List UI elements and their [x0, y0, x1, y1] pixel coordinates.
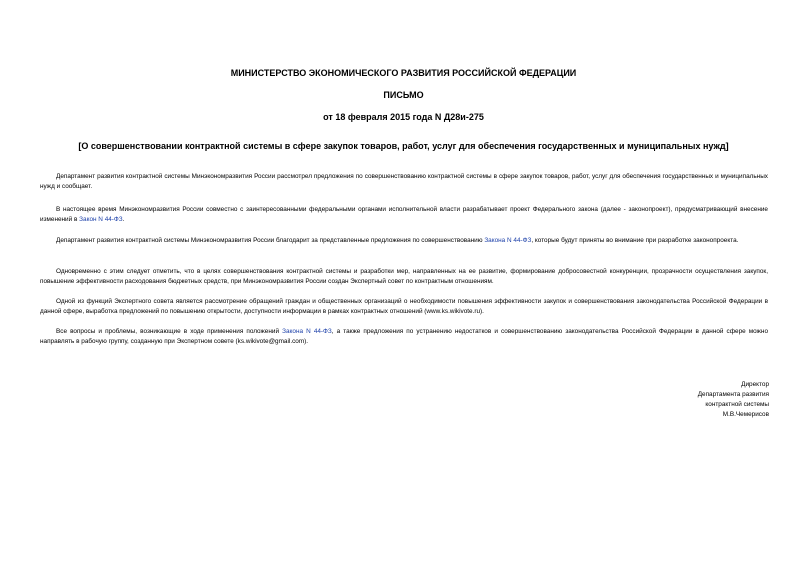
signature-department: Департамента развития	[697, 391, 769, 398]
paragraph-5-text: Одной из функций Экспертного совета является рассмотрение обращений граждан и общественных организаций о необходимости повышения эффективности закупок и совершенствования законодательства Российской Федерации в данной сфере, выработка предложений по повышению открытости, доступности информации в рамках контрактных отношений (www.ks.wikivote.ru).	[40, 298, 768, 315]
paragraph-4-text: Одновременно с этим следует отметить, что в целях совершенствования контрактной системы и разработки мер, направленных на ее развитие, формирование добросовестной конкуренции, прозрачности осуществления закупок, повышение эффективности расходования бюджетных средств, при Минэкономразвития России создан Экспертный совет по контрактным отношениям.	[40, 268, 768, 285]
paragraph-2-text-after: .	[122, 216, 125, 223]
document-date-number: от 18 февраля 2015 года N Д28и-275	[323, 112, 484, 122]
signature-block	[569, 380, 769, 420]
signature-position: Директор	[741, 381, 769, 388]
paragraph-1	[40, 172, 768, 192]
paragraph-6-text-before: Все вопросы и проблемы, возникающие в ходе применения положений	[56, 328, 283, 335]
document-subject: [О совершенствовании контрактной системы в сфере закупок товаров, работ, услуг для обеспечения государственных и муниципальных нужд]	[78, 141, 729, 151]
signature-department-cont: контрактной системы	[705, 401, 769, 408]
signature-name: М.В.Чемерисов	[722, 411, 769, 418]
paragraph-2-text-before: В настоящее время Минэкономразвития России совместно с заинтересованными федеральными органами исполнительной власти разрабатывает проект Федерального закона (далее - законопроект), предусматривающий внесение изменений в	[40, 206, 768, 223]
ministry-title: МИНИСТЕРСТВО ЭКОНОМИЧЕСКОГО РАЗВИТИЯ РОССИЙСКОЙ ФЕДЕРАЦИИ	[230, 68, 577, 78]
paragraph-3	[40, 236, 768, 246]
law-44fz-link[interactable]: Закона N 44-ФЗ	[282, 328, 332, 335]
paragraph-1-text: Департамент развития контрактной системы Минэкономразвития России рассмотрел предложения по совершенствованию контрактной системы в сфере закупок товаров, работ, услуг для обеспечения государственных и муниципальных нужд и сообщает.	[40, 173, 768, 190]
paragraph-6-text-after: , а также предложения по устранению недостатков и совершенствованию законодательства Российской Федерации в данной сфере можно направлять в рабочую группу, созданную при Экспертном совете (ks.wikivote@gmail.com).	[40, 328, 768, 345]
law-44fz-link[interactable]: Закон N 44-ФЗ	[79, 216, 123, 223]
paragraph-2	[40, 205, 768, 225]
paragraph-5	[40, 297, 768, 317]
paragraph-3-text-after: , которые будут приняты во внимание при разработке законопроекта.	[531, 237, 739, 244]
law-44fz-link[interactable]: Закона N 44-ФЗ	[484, 237, 532, 244]
document-type: ПИСЬМО	[383, 90, 424, 100]
paragraph-3-text-before: Департамент развития контрактной системы Минэкономразвития России благодарит за представленные предложения по совершенствованию	[56, 237, 485, 244]
paragraph-4	[40, 267, 768, 287]
paragraph-6	[40, 327, 768, 347]
